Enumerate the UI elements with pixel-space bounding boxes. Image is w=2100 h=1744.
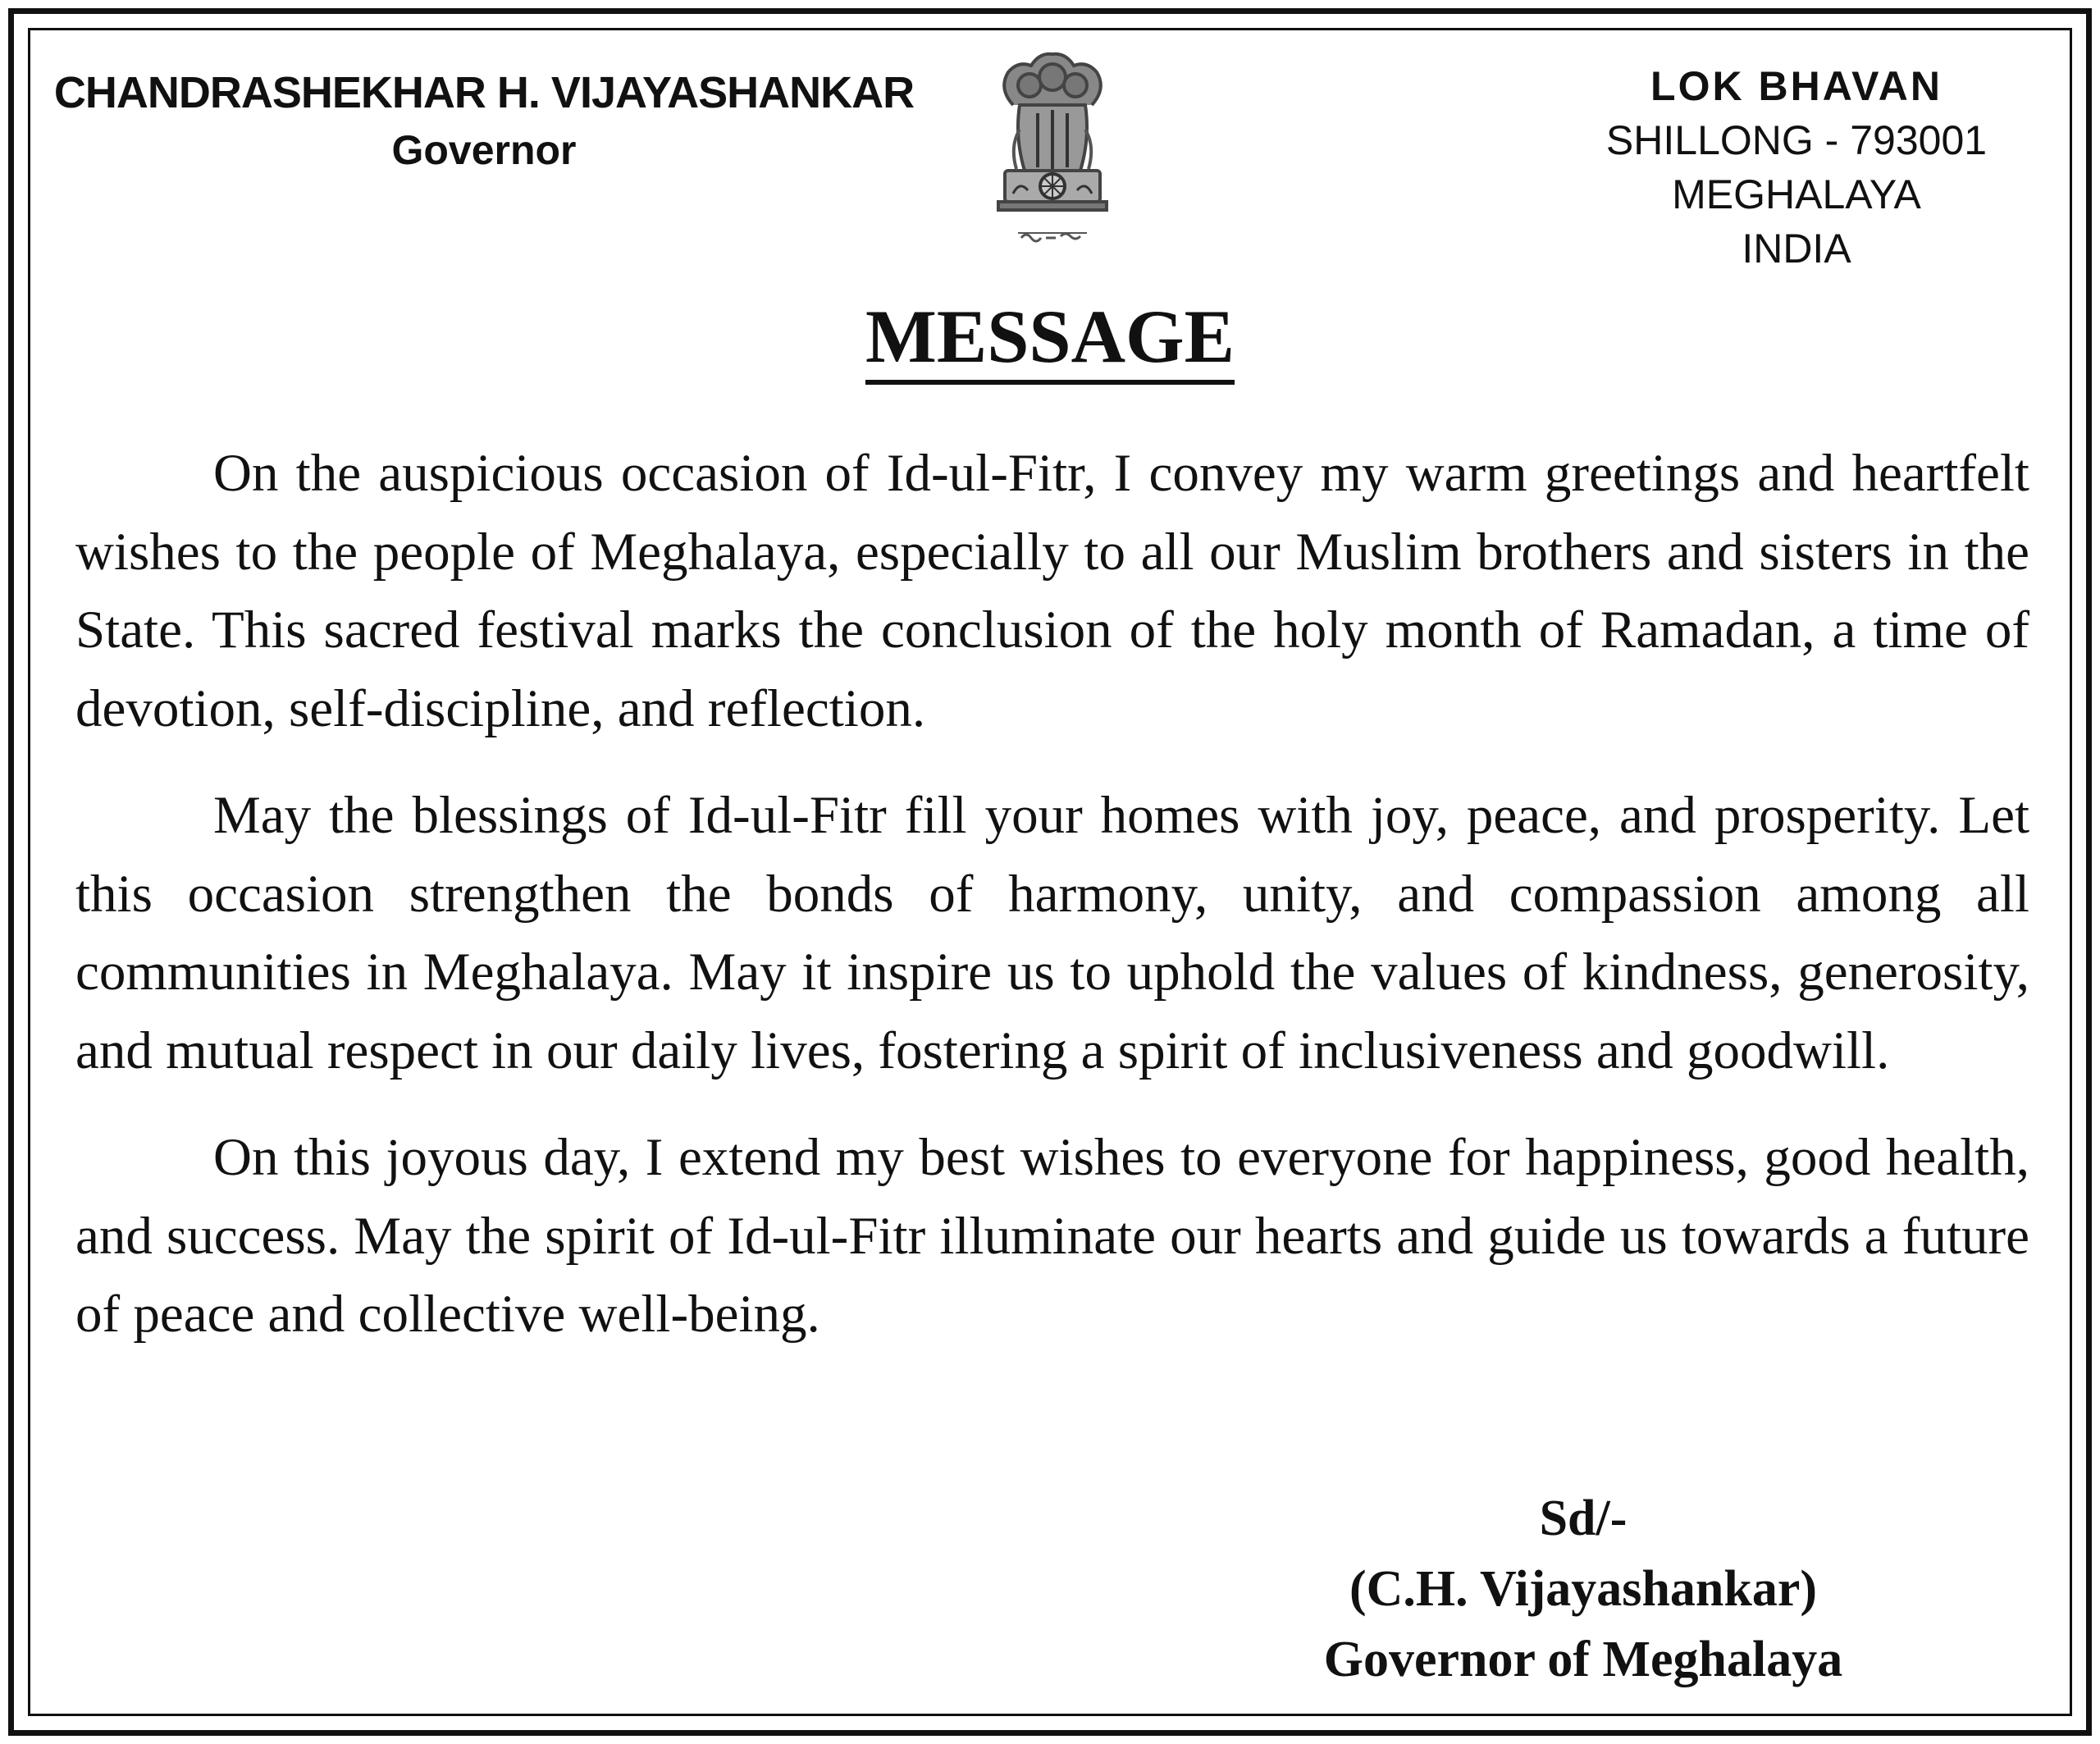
- address-line-2: SHILLONG - 793001: [1605, 117, 1988, 163]
- signatory-designation: Governor of Meghalaya: [1323, 1632, 1843, 1687]
- address-line-4: INDIA: [1742, 226, 1851, 272]
- paragraph-2: May the blessings of Id-ul-Fitr fill your homes with joy, peace, and prosperity. Let this occasion strengthen the bonds of harmony, unity, and compassion among all communities in Meghalaya. May it inspire us to uphold the values of kindness, generosity, and mutual respect in our daily lives, fostering a spirit of inclusiveness and goodwill.: [75, 786, 2029, 1080]
- address-block: [1591, 59, 2002, 276]
- signatory-name: (C.H. Vijayashankar): [1349, 1561, 1818, 1617]
- address-line-1: LOK BHAVAN: [1650, 63, 1942, 109]
- paragraph-3: On this joyous day, I extend my best wishes to everyone for happiness, good health, and success. May the spirit of Id-ul-Fitr illuminate our hearts and guide us towards a future of peace and collective well-being.: [75, 1128, 2029, 1344]
- sender-name: CHANDRASHEKHAR H. VIJAYASHANKAR: [53, 68, 915, 117]
- address-line-3: MEGHALAYA: [1672, 171, 1921, 217]
- message-body: [75, 435, 2029, 1383]
- state-emblem-icon: [980, 48, 1124, 261]
- message-heading: [0, 291, 2100, 381]
- sender-role: Governor: [391, 127, 577, 173]
- signature-sd: Sd/-: [1539, 1491, 1628, 1546]
- message-title: MESSAGE: [865, 294, 1235, 385]
- sender-block: [41, 66, 927, 177]
- paragraph-1: On the auspicious occasion of Id-ul-Fitr, I convey my warm greetings and heartfelt wishes to the people of Meghalaya, especially to all our Muslim brothers and sisters in the State. This sacred festival marks the conclusion of the holy month of Ramadan, a time of devotion, self-discipline, and reflection.: [75, 444, 2029, 738]
- signature-block: [1148, 1483, 2018, 1695]
